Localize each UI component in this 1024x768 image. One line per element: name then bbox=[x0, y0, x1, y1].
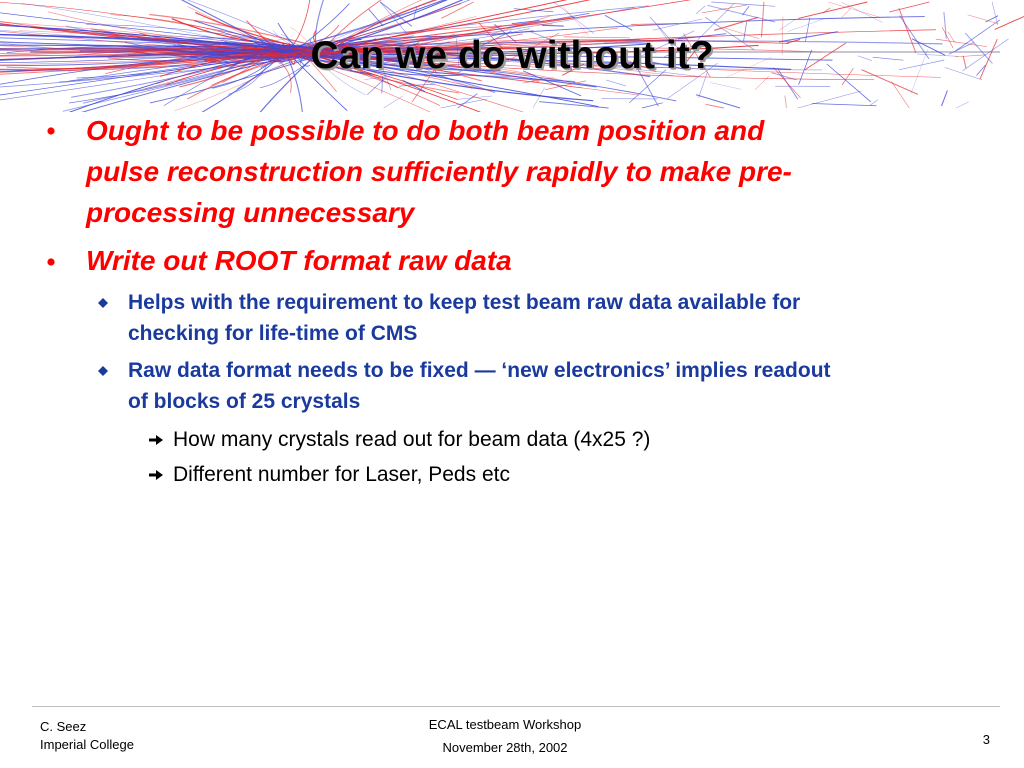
particle-track bbox=[384, 96, 404, 108]
footer-event: ECAL testbeam Workshop bbox=[428, 717, 582, 732]
footer-institution: Imperial College bbox=[40, 737, 134, 752]
particle-track bbox=[380, 2, 412, 26]
particle-track bbox=[606, 80, 626, 86]
particle-track bbox=[812, 104, 877, 106]
diamond-bullet-icon bbox=[97, 365, 109, 377]
page-number: 3 bbox=[982, 732, 990, 747]
particle-track bbox=[798, 2, 867, 18]
bullet-1-line-1: Ought to be possible to do both beam position and bbox=[86, 115, 765, 146]
particle-track bbox=[533, 88, 545, 108]
sub-bullet-1-line-1: Helps with the requirement to keep test beam raw data available for bbox=[128, 291, 801, 314]
particle-track bbox=[870, 100, 878, 106]
diamond-bullet-icon bbox=[97, 297, 109, 309]
right-arrow-bullet-icon bbox=[148, 469, 164, 481]
particle-track bbox=[842, 9, 851, 17]
particle-track bbox=[714, 17, 758, 30]
sub-bullet-2-line-2: of blocks of 25 crystals bbox=[128, 390, 361, 413]
particle-track bbox=[539, 102, 608, 108]
sub-bullet-1-line-2: checking for life-time of CMS bbox=[128, 322, 418, 345]
particle-track bbox=[968, 15, 999, 24]
particle-track bbox=[892, 82, 910, 108]
particle-track bbox=[706, 104, 724, 108]
particle-track bbox=[992, 2, 998, 25]
detail-item-2: Different number for Laser, Peds etc bbox=[173, 463, 510, 486]
sub-bullet-2-line-1: Raw data format needs to be fixed — ‘new electronics’ implies readout bbox=[128, 359, 831, 382]
particle-track bbox=[956, 102, 969, 108]
particle-track bbox=[707, 5, 775, 22]
particle-track bbox=[780, 19, 797, 31]
right-arrow-bullet-icon bbox=[148, 434, 164, 446]
footer-date: November 28th, 2002 bbox=[442, 740, 568, 755]
particle-track bbox=[798, 91, 862, 108]
bullet-1-line-3: processing unnecessary bbox=[86, 197, 415, 228]
dot-bullet-icon bbox=[44, 124, 58, 138]
particle-track bbox=[710, 83, 741, 90]
particle-track bbox=[822, 8, 830, 13]
particle-track bbox=[995, 2, 1024, 29]
particle-track bbox=[458, 94, 478, 108]
particle-track bbox=[696, 95, 740, 108]
dot-bullet-icon bbox=[44, 255, 58, 269]
slide-title: Can we do without it? bbox=[310, 34, 714, 77]
bullet-2-line-1: Write out ROOT format raw data bbox=[86, 245, 512, 276]
bullet-1-line-2: pulse reconstruction sufficiently rapidly to make pre- bbox=[86, 156, 792, 187]
detail-item-1: How many crystals read out for beam data (4x25 ?) bbox=[173, 428, 651, 451]
particle-track bbox=[942, 91, 948, 107]
particle-track bbox=[841, 2, 882, 23]
particle-track bbox=[889, 2, 929, 12]
particle-track bbox=[605, 15, 632, 30]
particle-track bbox=[702, 5, 747, 13]
footer-author: C. Seez bbox=[40, 719, 87, 734]
footer-divider bbox=[32, 706, 1000, 707]
particle-track bbox=[542, 25, 564, 26]
particle-track bbox=[785, 96, 787, 109]
particle-track bbox=[642, 103, 663, 108]
